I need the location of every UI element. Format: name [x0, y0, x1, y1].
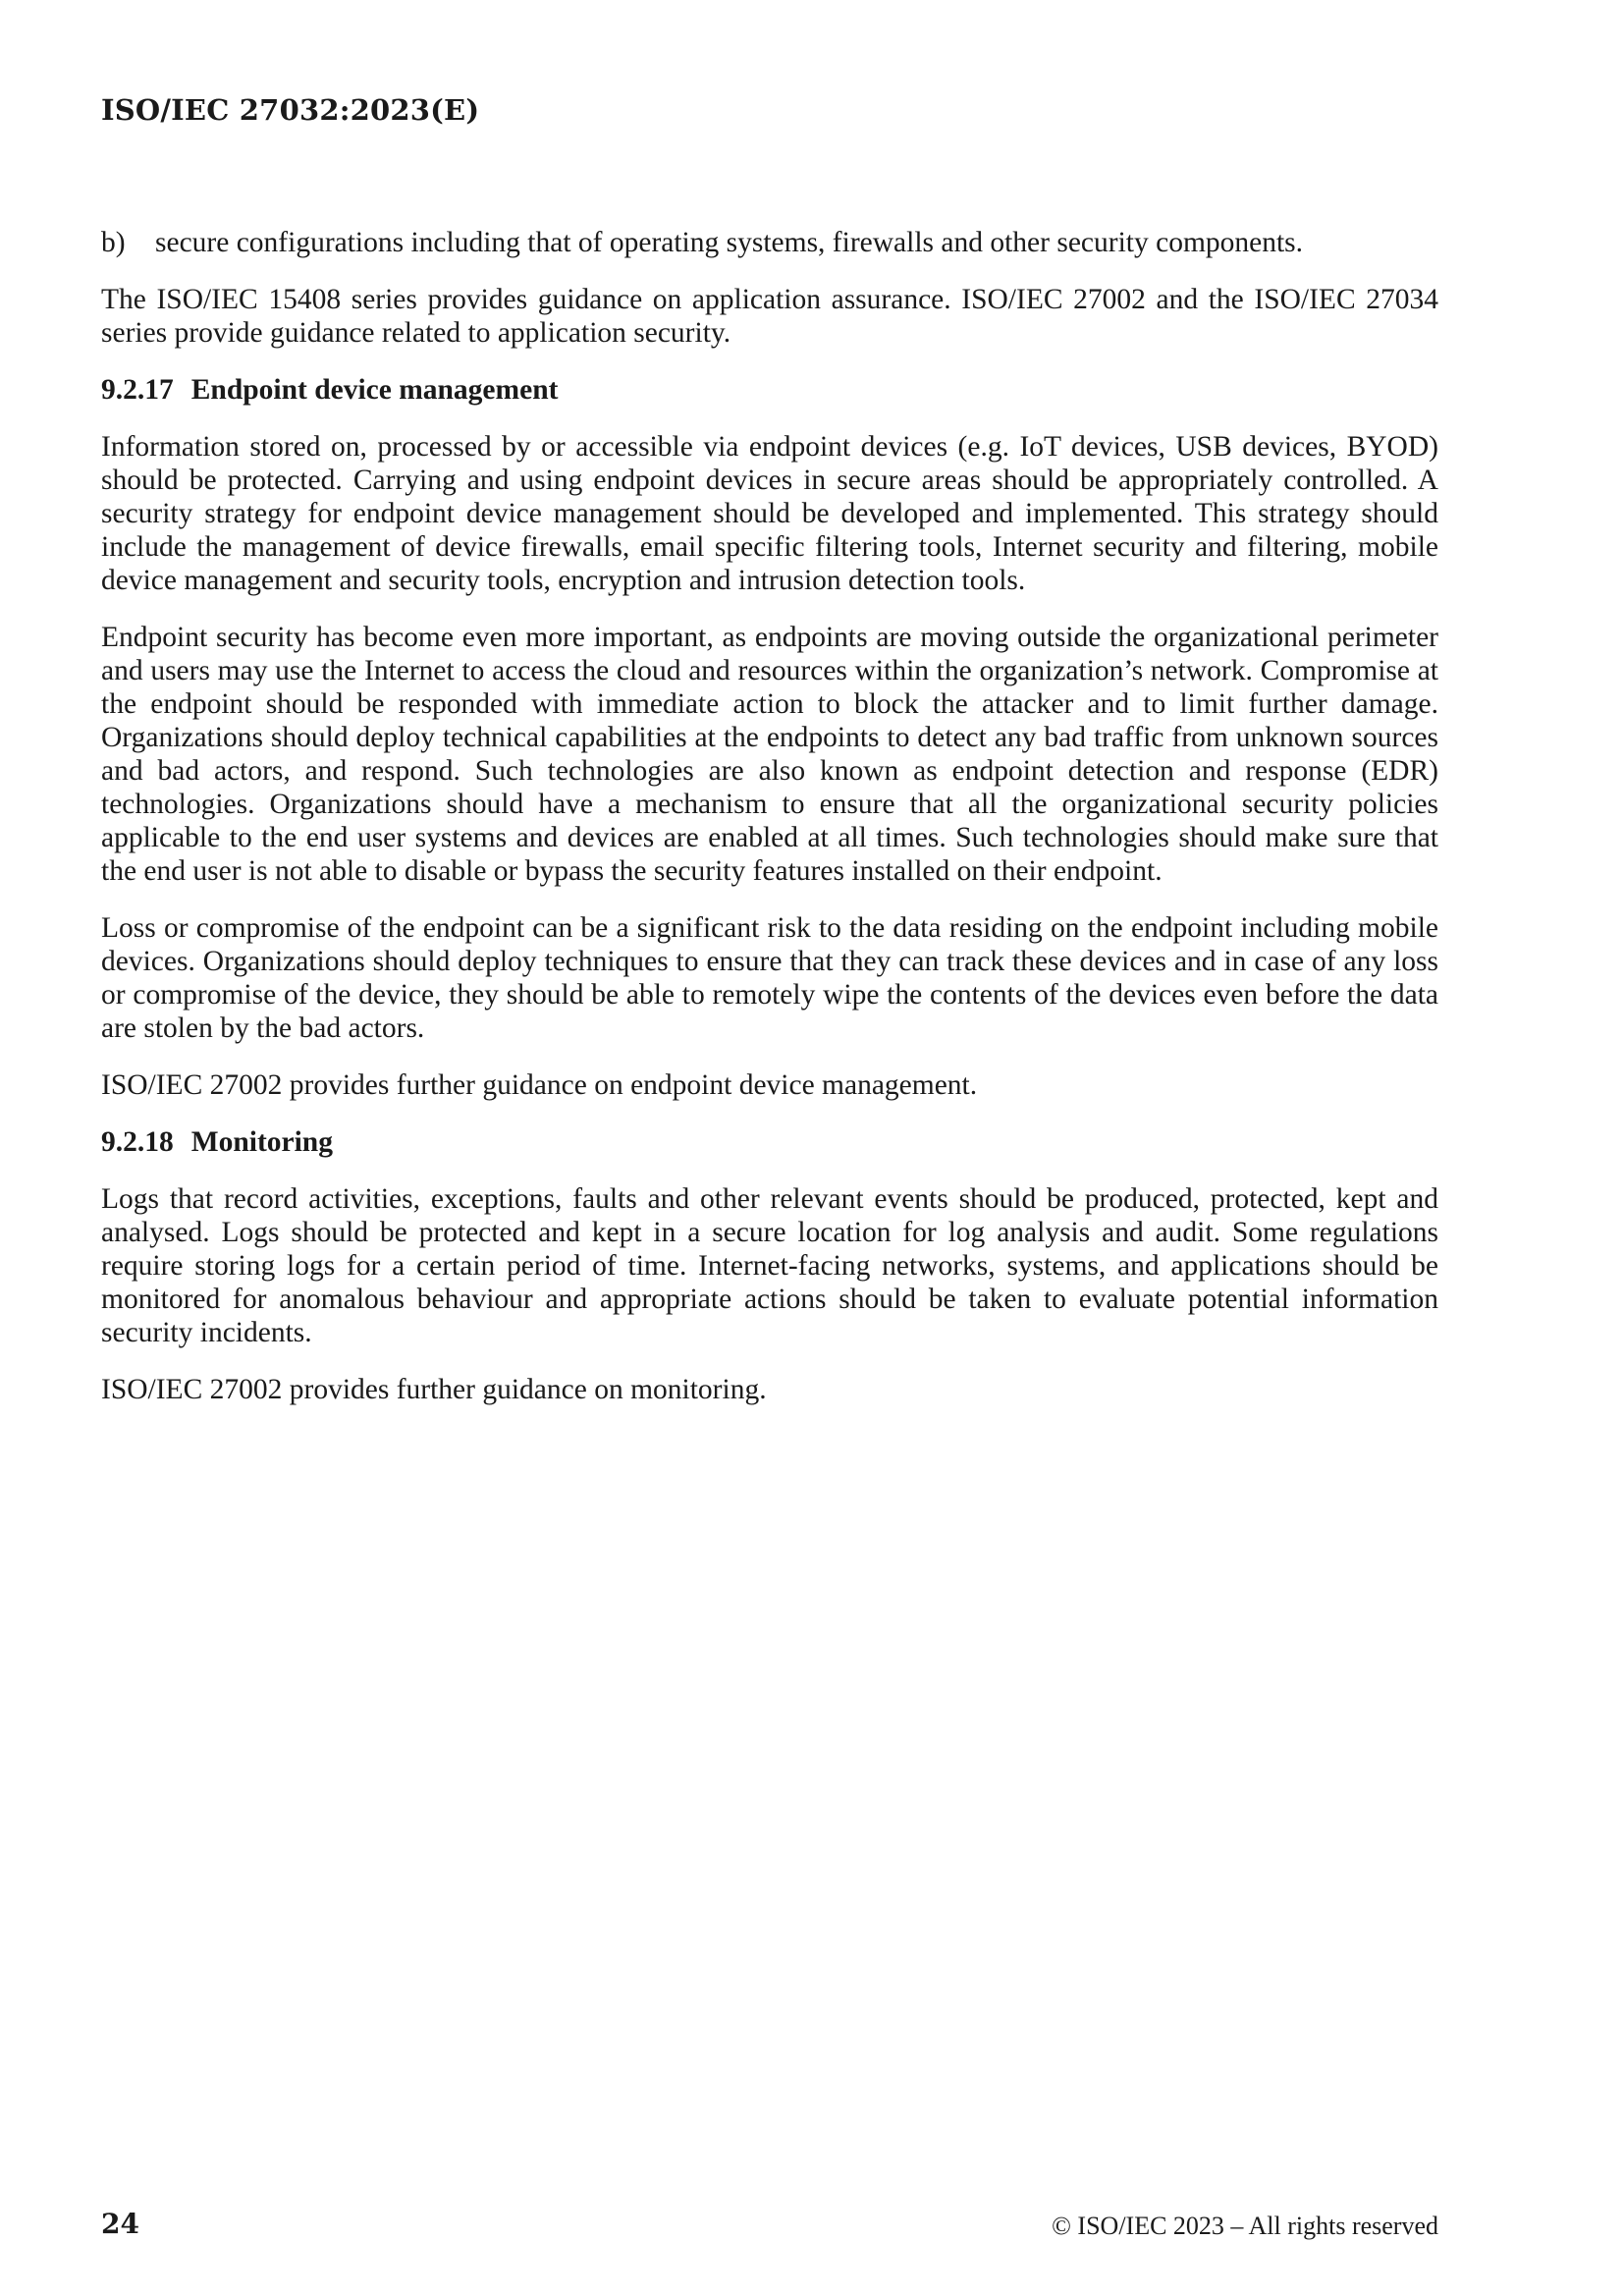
- paragraph: ISO/IEC 27002 provides further guidance on endpoint device management.: [101, 1069, 978, 1101]
- application-assurance-paragraph: The ISO/IEC 15408 series provides guidance on application assurance. ISO/IEC 27002 and the ISO/IEC 27034 series provide guidance related to application security.: [101, 284, 1438, 349]
- paragraph: Loss or compromise of the endpoint can be a significant risk to the data residing on the endpoint including mobile devices. Organizations should deploy techniques to ensure that they can track these devices and in case of any loss or compromise of the device, they should be able to remotely wipe the contents of the devices even before the data are stolen by the bad actors.: [101, 912, 1438, 1044]
- paragraph: Logs that record activities, exceptions, faults and other relevant events should be produced, protected, kept and analysed. Logs should be protected and kept in a secure location for log analysis and audit. Some regulations require storing logs for a certain period of time. Internet-facing networks, systems, and applications should be monitored for anomalous behaviour and appropriate actions should be taken to evaluate potential information security incidents.: [101, 1183, 1438, 1348]
- section-heading-9-2-18: [101, 1125, 1438, 1159]
- document-body: [101, 226, 1438, 1430]
- page-number: 24: [101, 2208, 139, 2240]
- list-item: [101, 226, 1438, 259]
- section-title: Monitoring: [190, 1126, 333, 1158]
- section-number: 9.2.17: [101, 374, 174, 406]
- section-number: 9.2.18: [101, 1126, 174, 1158]
- section-heading-9-2-17: [101, 373, 1438, 407]
- document-id-header: ISO/IEC 27032:2023(E): [101, 93, 480, 127]
- paragraph: Information stored on, processed by or accessible via endpoint devices (e.g. IoT devices, USB devices, BYOD) should be protected. Carrying and using endpoint devices in secure areas should be appropriately controlled. A security strategy for endpoint device management should be developed and implemented. This strategy should include the management of device firewalls, email specific filtering tools, Internet security and filtering, mobile device management and security tools, encryption and intrusion detection tools.: [101, 431, 1438, 596]
- section-title: Endpoint device management: [190, 374, 559, 406]
- copyright-notice: © ISO/IEC 2023 – All rights reserved: [1052, 2212, 1438, 2240]
- paragraph: Endpoint security has become even more important, as endpoints are moving outside the organizational perimeter and users may use the Internet to access the cloud and resources within the organization’s network. Compromise at the endpoint should be responded with immediate action to block the attacker and to limit further damage. Organizations should deploy technical capabilities at the endpoints to detect any bad traffic from unknown sources and bad actors, and respond. Such technologies are also known as endpoint detection and response (EDR) technologies. Organizations should have a mechanism to ensure that all the organizational security policies applicable to the end user systems and devices are enabled at all times. Such technologies should make sure that the end user is not able to disable or bypass the security features installed on their endpoint.: [101, 622, 1438, 887]
- paragraph: ISO/IEC 27002 provides further guidance on monitoring.: [101, 1374, 767, 1405]
- list-item-text: secure configurations including that of operating systems, firewalls and other security components.: [155, 227, 1304, 258]
- list-marker: b): [101, 227, 126, 258]
